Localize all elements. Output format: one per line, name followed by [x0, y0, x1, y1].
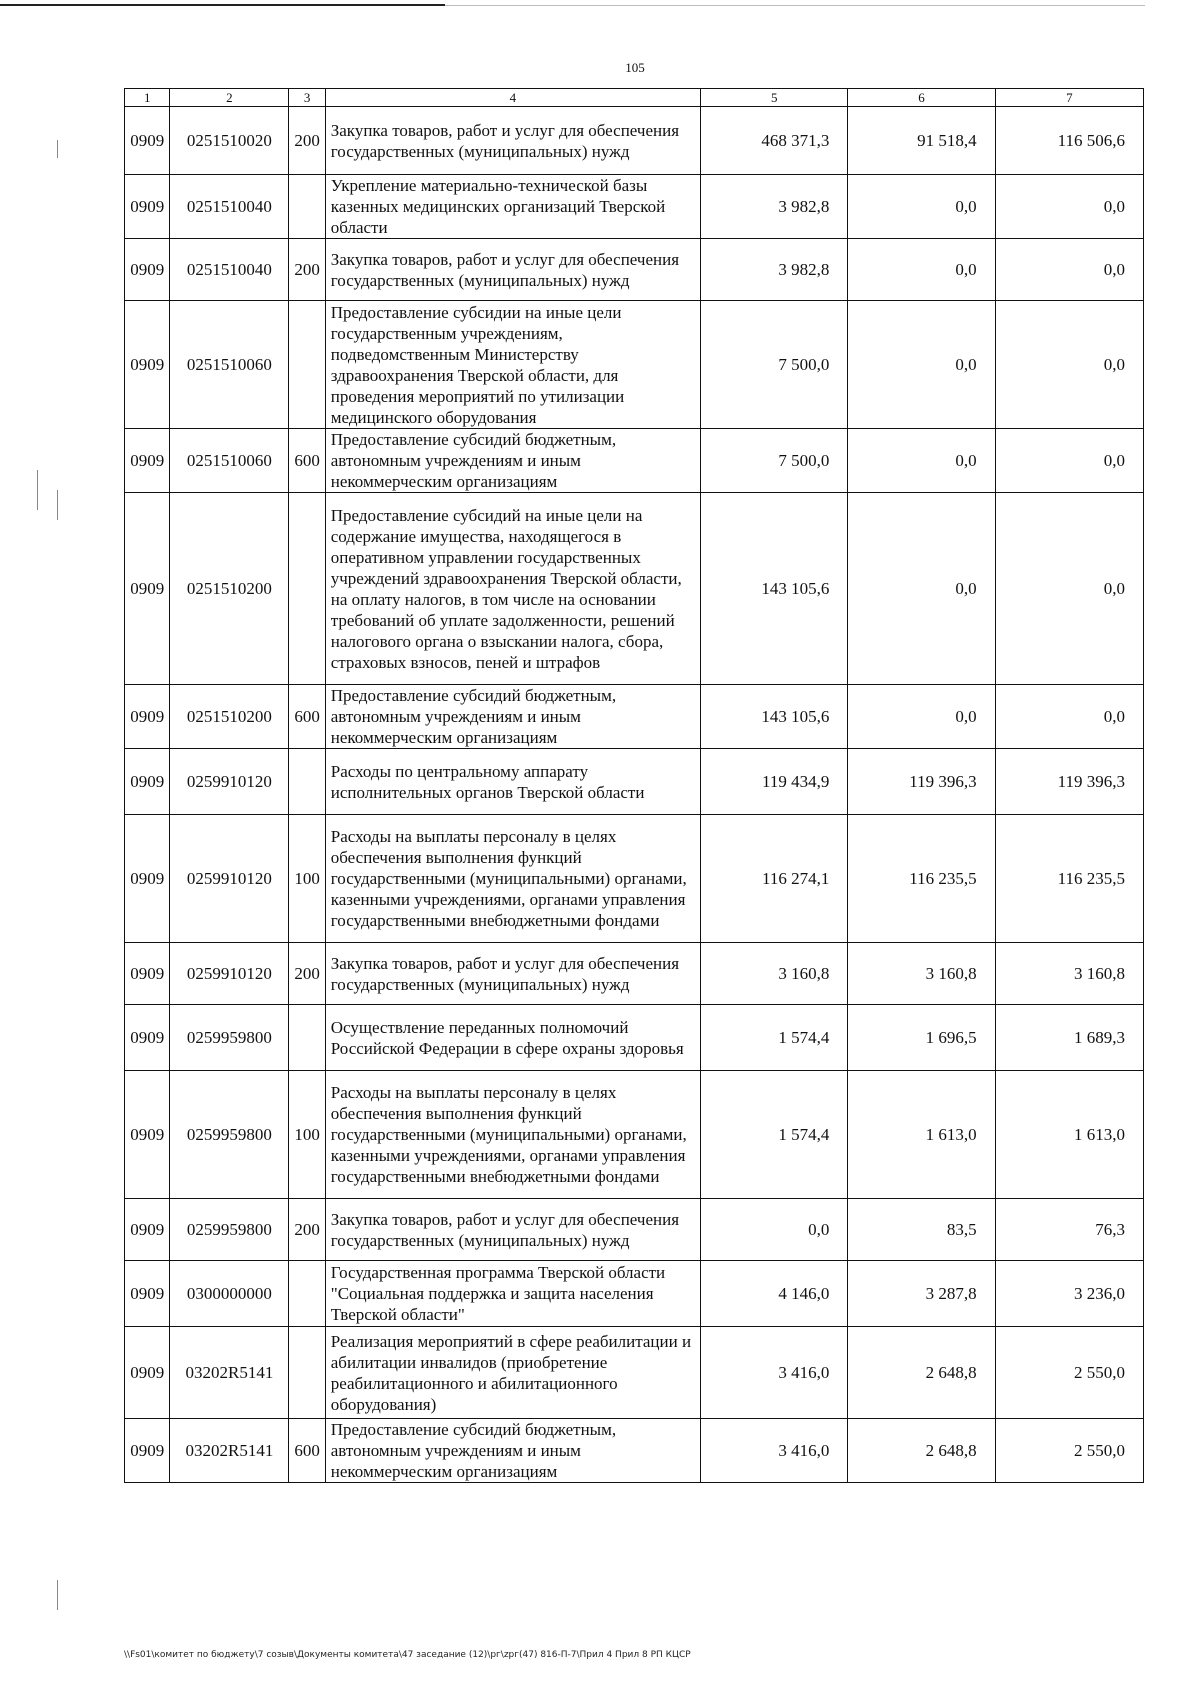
table-row: [125, 175, 1144, 239]
amount-col6-cell: 2 648,8: [848, 1419, 995, 1483]
amount-col5-cell: 1 574,4: [701, 1005, 848, 1071]
amount-col7-cell: 0,0: [995, 493, 1143, 685]
description-cell: Закупка товаров, работ и услуг для обеспечения государственных (муниципальных) нужд: [325, 107, 700, 175]
amount-col7-cell: 0,0: [995, 685, 1143, 749]
amount-col6-cell: 0,0: [848, 301, 995, 429]
table-row: [125, 943, 1144, 1005]
amount-col5-cell: 3 416,0: [701, 1419, 848, 1483]
scan-artifact: [57, 490, 58, 520]
amount-col5-cell: 7 500,0: [701, 429, 848, 493]
target-article-cell: 03202R5141: [170, 1327, 289, 1419]
description-cell: Реализация мероприятий в сфере реабилитации и абилитации инвалидов (приобретение реабилитационного и абилитационного оборудования): [325, 1327, 700, 1419]
column-header: 1: [125, 89, 170, 107]
expense-type-cell: 600: [289, 685, 325, 749]
section-code-cell: 0909: [125, 301, 170, 429]
description-cell: Закупка товаров, работ и услуг для обеспечения государственных (муниципальных) нужд: [325, 239, 700, 301]
table-row: [125, 1419, 1144, 1483]
expense-type-cell: [289, 1327, 325, 1419]
amount-col6-cell: 91 518,4: [848, 107, 995, 175]
target-article-cell: 0300000000: [170, 1261, 289, 1327]
target-article-cell: 0259959800: [170, 1199, 289, 1261]
amount-col5-cell: 119 434,9: [701, 749, 848, 815]
section-code-cell: 0909: [125, 685, 170, 749]
section-code-cell: 0909: [125, 493, 170, 685]
amount-col7-cell: 2 550,0: [995, 1327, 1143, 1419]
scan-top-border-faint: [445, 5, 1145, 6]
description-cell: Закупка товаров, работ и услуг для обеспечения государственных (муниципальных) нужд: [325, 943, 700, 1005]
description-cell: Расходы на выплаты персоналу в целях обеспечения выполнения функций государственными (муниципальными) органами, казенными учреждениями, органами управления государственными внебюджетными фондами: [325, 1071, 700, 1199]
amount-col6-cell: 0,0: [848, 493, 995, 685]
page-number: 105: [625, 60, 645, 75]
amount-col6-cell: 3 160,8: [848, 943, 995, 1005]
column-header: 2: [170, 89, 289, 107]
target-article-cell: 0251510060: [170, 301, 289, 429]
expense-type-cell: 200: [289, 1199, 325, 1261]
section-code-cell: 0909: [125, 749, 170, 815]
amount-col7-cell: 1 613,0: [995, 1071, 1143, 1199]
amount-col6-cell: 116 235,5: [848, 815, 995, 943]
expense-type-cell: 200: [289, 107, 325, 175]
description-cell: Осуществление переданных полномочий Российской Федерации в сфере охраны здоровья: [325, 1005, 700, 1071]
table-row: [125, 429, 1144, 493]
expense-type-cell: 600: [289, 429, 325, 493]
amount-col5-cell: 4 146,0: [701, 1261, 848, 1327]
amount-col7-cell: 2 550,0: [995, 1419, 1143, 1483]
amount-col5-cell: 468 371,3: [701, 107, 848, 175]
description-cell: Предоставление субсидий на иные цели на содержание имущества, находящегося в оперативном управлении государственных учреждений здравоохранения Тверской области, на оплату налогов, в том числе на основании требований об уплате задолженности, решений налогового органа о взыскании налога, сбора, страховых взносов, пеней и штрафов: [325, 493, 700, 685]
amount-col6-cell: 0,0: [848, 175, 995, 239]
amount-col6-cell: 1 613,0: [848, 1071, 995, 1199]
section-code-cell: 0909: [125, 1327, 170, 1419]
target-article-cell: 0259959800: [170, 1005, 289, 1071]
column-header: 5: [701, 89, 848, 107]
expense-type-cell: 200: [289, 239, 325, 301]
amount-col6-cell: 83,5: [848, 1199, 995, 1261]
section-code-cell: 0909: [125, 815, 170, 943]
section-code-cell: 0909: [125, 1071, 170, 1199]
table-row: [125, 1261, 1144, 1327]
amount-col5-cell: 1 574,4: [701, 1071, 848, 1199]
amount-col7-cell: 0,0: [995, 429, 1143, 493]
amount-col7-cell: 1 689,3: [995, 1005, 1143, 1071]
amount-col5-cell: 7 500,0: [701, 301, 848, 429]
description-cell: Расходы на выплаты персоналу в целях обеспечения выполнения функций государственными (муниципальными) органами, казенными учреждениями, органами управления государственными внебюджетными фондами: [325, 815, 700, 943]
amount-col7-cell: 0,0: [995, 239, 1143, 301]
target-article-cell: 0259959800: [170, 1071, 289, 1199]
amount-col5-cell: 116 274,1: [701, 815, 848, 943]
target-article-cell: 0251510060: [170, 429, 289, 493]
description-cell: Предоставление субсидий бюджетным, автономным учреждениям и иным некоммерческим организациям: [325, 429, 700, 493]
target-article-cell: 0251510040: [170, 175, 289, 239]
column-header: 7: [995, 89, 1143, 107]
amount-col6-cell: 2 648,8: [848, 1327, 995, 1419]
footer-file-path: \\Fs01\комитет по бюджету\7 созыв\Документы комитета\47 заседание (12)\рг\zрг(47) 816-П-7\Прил 4 Прил 8 РП КЦСР: [124, 1650, 691, 1660]
expense-type-cell: 200: [289, 943, 325, 1005]
table-row: [125, 107, 1144, 175]
description-cell: Государственная программа Тверской области "Социальная поддержка и защита населения Тверской области": [325, 1261, 700, 1327]
target-article-cell: 0259910120: [170, 943, 289, 1005]
budget-table: [124, 88, 1144, 1483]
expense-type-cell: 100: [289, 815, 325, 943]
section-code-cell: 0909: [125, 1419, 170, 1483]
amount-col7-cell: 0,0: [995, 301, 1143, 429]
description-cell: Расходы по центральному аппарату исполнительных органов Тверской области: [325, 749, 700, 815]
amount-col5-cell: 143 105,6: [701, 685, 848, 749]
expense-type-cell: 100: [289, 1071, 325, 1199]
table-row: [125, 1327, 1144, 1419]
scan-artifact: [37, 470, 38, 510]
amount-col7-cell: 116 506,6: [995, 107, 1143, 175]
amount-col5-cell: 0,0: [701, 1199, 848, 1261]
amount-col6-cell: 0,0: [848, 429, 995, 493]
amount-col7-cell: 0,0: [995, 175, 1143, 239]
column-header: 4: [325, 89, 700, 107]
target-article-cell: 03202R5141: [170, 1419, 289, 1483]
section-code-cell: 0909: [125, 175, 170, 239]
table-row: [125, 1005, 1144, 1071]
amount-col5-cell: 143 105,6: [701, 493, 848, 685]
section-code-cell: 0909: [125, 1005, 170, 1071]
target-article-cell: 0251510020: [170, 107, 289, 175]
expense-type-cell: [289, 493, 325, 685]
table-row: [125, 239, 1144, 301]
expense-type-cell: [289, 1261, 325, 1327]
amount-col5-cell: 3 160,8: [701, 943, 848, 1005]
table-row: [125, 685, 1144, 749]
column-header: 6: [848, 89, 995, 107]
amount-col6-cell: 0,0: [848, 239, 995, 301]
target-article-cell: 0259910120: [170, 749, 289, 815]
amount-col6-cell: 119 396,3: [848, 749, 995, 815]
scan-top-border: [0, 4, 445, 6]
amount-col7-cell: 3 236,0: [995, 1261, 1143, 1327]
table-row: [125, 1199, 1144, 1261]
section-code-cell: 0909: [125, 239, 170, 301]
table-row: [125, 1071, 1144, 1199]
target-article-cell: 0251510200: [170, 493, 289, 685]
target-article-cell: 0251510200: [170, 685, 289, 749]
scan-artifact: [57, 1580, 58, 1610]
description-cell: Предоставление субсидий бюджетным, автономным учреждениям и иным некоммерческим организациям: [325, 685, 700, 749]
table-row: [125, 301, 1144, 429]
expense-type-cell: [289, 749, 325, 815]
amount-col5-cell: 3 982,8: [701, 239, 848, 301]
table-row: [125, 815, 1144, 943]
table-row: [125, 749, 1144, 815]
scan-artifact: [57, 140, 58, 158]
description-cell: Укрепление материально-технической базы казенных медицинских организаций Тверской области: [325, 175, 700, 239]
section-code-cell: 0909: [125, 1199, 170, 1261]
section-code-cell: 0909: [125, 107, 170, 175]
description-cell: Закупка товаров, работ и услуг для обеспечения государственных (муниципальных) нужд: [325, 1199, 700, 1261]
amount-col6-cell: 0,0: [848, 685, 995, 749]
amount-col5-cell: 3 982,8: [701, 175, 848, 239]
target-article-cell: 0259910120: [170, 815, 289, 943]
section-code-cell: 0909: [125, 1261, 170, 1327]
table-row: [125, 493, 1144, 685]
column-header: 3: [289, 89, 325, 107]
table-header-row: [125, 89, 1144, 107]
amount-col7-cell: 116 235,5: [995, 815, 1143, 943]
amount-col7-cell: 3 160,8: [995, 943, 1143, 1005]
section-code-cell: 0909: [125, 943, 170, 1005]
amount-col7-cell: 119 396,3: [995, 749, 1143, 815]
section-code-cell: 0909: [125, 429, 170, 493]
expense-type-cell: [289, 175, 325, 239]
description-cell: Предоставление субсидий бюджетным, автономным учреждениям и иным некоммерческим организациям: [325, 1419, 700, 1483]
amount-col6-cell: 1 696,5: [848, 1005, 995, 1071]
amount-col6-cell: 3 287,8: [848, 1261, 995, 1327]
amount-col5-cell: 3 416,0: [701, 1327, 848, 1419]
expense-type-cell: [289, 1005, 325, 1071]
expense-type-cell: [289, 301, 325, 429]
expense-type-cell: 600: [289, 1419, 325, 1483]
amount-col7-cell: 76,3: [995, 1199, 1143, 1261]
description-cell: Предоставление субсидии на иные цели государственным учреждениям, подведомственным Министерству здравоохранения Тверской области, для проведения мероприятий по утилизации медицинского оборудования: [325, 301, 700, 429]
target-article-cell: 0251510040: [170, 239, 289, 301]
